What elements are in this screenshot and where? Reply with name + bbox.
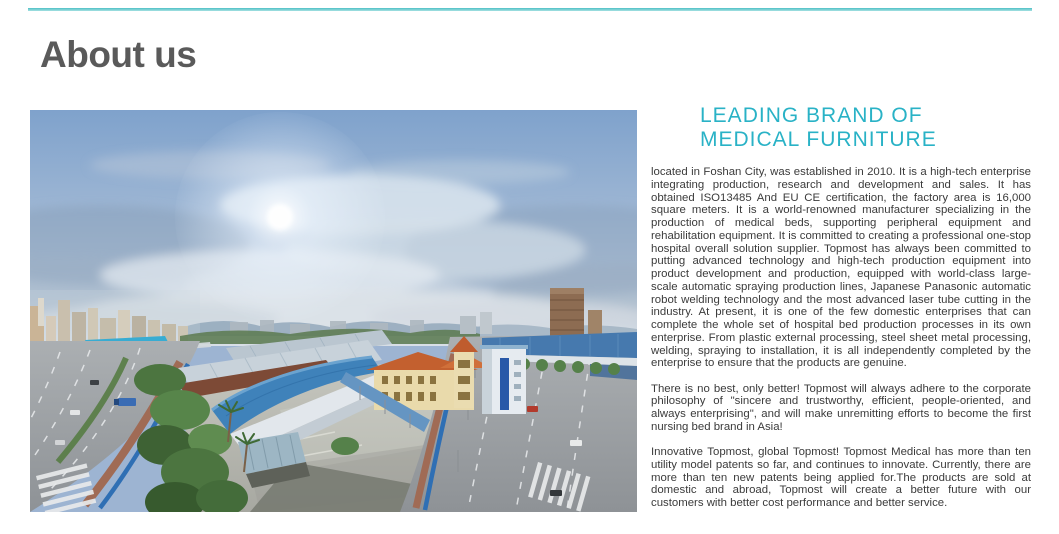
truck [118,398,136,406]
heading-line-1: LEADING BRAND OF [700,104,923,127]
section-heading [700,104,1031,152]
factory-panorama-photo [30,110,637,512]
blue-banner [500,358,509,410]
about-paragraph-1: located in Foshan City, was established in 2010. It is a high-tech enterprise integrating production, research and development and sales. It has obtained ISO13485 And EU CE certification, the factory area is 16,000 square meters. It is a world-renowned manufacturer specializing in the production of medical beds, supporting peripheral equipment and rehabilitation equipment. It is committed to creating a professional one-stop hospital overall solution supplier. Topmost has always been committed to putting advanced technology and high-tech production equipment into product development and production, equipped with world-class large-scale automatic spraying production lines, Japanese Panasonic automatic robot welding technology and the most advanced laser tube cutting in the industry. At present, it is one of the few domestic enterprises that can complete the whole set of hospital bed production processes in its own enterprise. From plastic external processing, steel sheet metal processing, welding, spraying to installation, it is all independently completed by the enterprise to ensure that the products are genuine. [651,166,1031,370]
about-paragraph-2: There is no best, only better! Topmost will always adhere to the corporate philosophy of "sincere and trustworthy, efficient, people-oriented, and always enterprising", and will make unremitting efforts to become the first nursing bed brand in Asia! [651,382,1031,433]
heading-line-2: MEDICAL FURNITURE [700,128,937,151]
top-divider [28,8,1032,11]
about-paragraph-3: Innovative Topmost, global Topmost! Topmost Medical has more than ten utility model patents so far, and continues to innovate. Currently, there are more than ten new patents being applied for.The products are sold at domestic and abroad, Topmost will create a better future with our customers with better cost performance and better service. [651,446,1031,509]
about-text-column [651,104,1031,522]
page-title: About us [40,34,197,75]
red-car [527,406,538,412]
